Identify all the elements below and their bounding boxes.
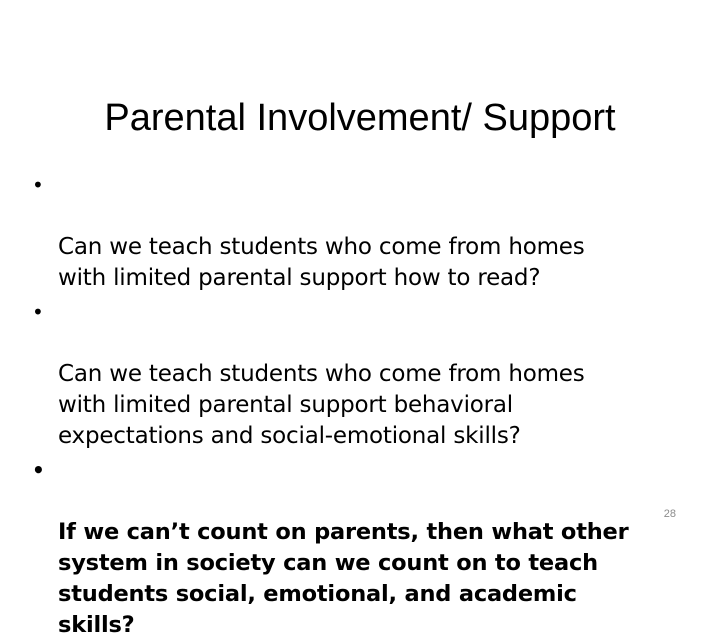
bullet-item-3	[28, 455, 688, 641]
slide-title: Parental Involvement/ Support	[104, 97, 616, 139]
bullet-icon: •	[32, 300, 44, 324]
slide-page-number: 28	[663, 508, 676, 520]
bullet-text: Can we teach students who come from homes with limited parental support how to read?	[58, 234, 585, 291]
bullet-icon: •	[32, 458, 45, 482]
bullet-icon: •	[32, 173, 44, 197]
bullet-text: If we can’t count on parents, then what other system in society can we count on to teach students social, emotional, and academic skills?	[58, 519, 629, 638]
bullet-item-2	[28, 297, 688, 452]
bullet-list	[28, 170, 688, 644]
bullet-item-1	[28, 170, 688, 294]
bullet-text: Can we teach students who come from homes with limited parental support behavioral expectations and social-emotional skills?	[58, 361, 585, 449]
